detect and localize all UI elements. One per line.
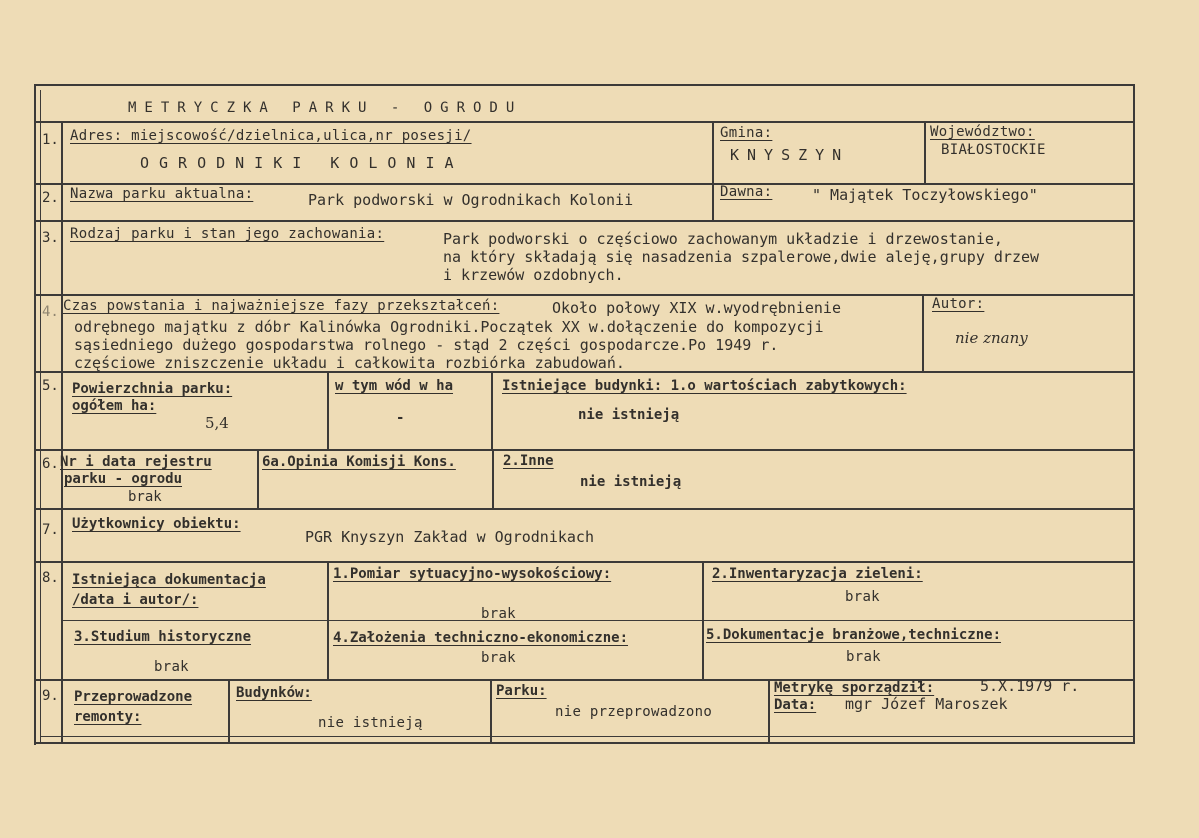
row-line-6	[34, 508, 1134, 510]
register-label-1: Nr i data rejestru	[60, 454, 212, 470]
vline-r6-b	[492, 450, 494, 509]
water-label: w tym wód w ha	[335, 378, 454, 394]
history-study-value: brak	[154, 659, 189, 675]
history-line-4: częściowe zniszczenie układu i całkowita rozbiórka zabudowań.	[74, 354, 625, 372]
other-label: 2.Inne	[503, 453, 554, 469]
gmina-label: Gmina:	[720, 125, 773, 141]
dawna-value: " Majątek Toczyłowskiego"	[812, 186, 1038, 204]
prepared-author: mgr Józef Maroszek	[845, 695, 1008, 713]
autor-value: nie znany	[955, 329, 1028, 347]
park-type-line-1: Park podworski o częściowo zachowanym układzie i drzewostanie,	[443, 230, 1003, 248]
opinion-label: 6a.Opinia Komisji Kons.	[262, 454, 456, 470]
gmina-value: KNYSZYN	[730, 146, 850, 164]
buildings-label: Istniejące budynki: 1.o wartościach zabytkowych:	[502, 378, 907, 394]
area-value: 5,4	[205, 414, 229, 432]
row-line-1	[34, 183, 1134, 185]
vline-r5-b	[491, 372, 493, 450]
vline-r9-c	[768, 680, 770, 742]
docs-label-1: Istniejąca dokumentacja	[72, 572, 266, 588]
repairs-park-value: nie przeprowadzono	[555, 704, 713, 720]
tech-econ-label: 4.Założenia techniczno-ekonomiczne:	[333, 630, 629, 646]
park-type-line-3: i krzewów ozdobnych.	[443, 266, 624, 284]
row-5-number: 5.	[42, 378, 59, 394]
vline-r6-a	[257, 450, 259, 509]
row-line-title	[34, 121, 1134, 123]
docs-label-2: /data i autor/:	[72, 592, 199, 608]
frame-left-inner	[40, 90, 41, 744]
vline-r1-a	[712, 122, 714, 184]
history-line-1: Około połowy XIX w.wyodrębnienie	[552, 299, 841, 317]
park-type-line-2: na który składają się nasadzenia szpalerowe,dwie aleję,grupy drzew	[443, 248, 1040, 266]
repairs-park-label: Parku:	[496, 683, 547, 699]
vline-r9-a	[228, 680, 230, 742]
park-name-value: Park podworski w Ogrodnikach Kolonii	[308, 191, 634, 209]
dawna-label: Dawna:	[720, 184, 773, 200]
row-3-number: 3.	[42, 230, 59, 246]
form-title: METRYCZKA PARKU - OGRODU	[128, 100, 523, 116]
park-type-label: Rodzaj parku i stan jego zachowania:	[70, 226, 385, 242]
frame-bottom-inner	[40, 736, 1134, 737]
autor-label: Autor:	[932, 296, 985, 312]
area-label-2: ogółem ha:	[72, 398, 157, 414]
other-value: nie istnieją	[580, 474, 682, 490]
survey-label: 1.Pomiar sytuacyjno-wysokościowy:	[333, 566, 612, 582]
row-2-number: 2.	[42, 190, 59, 206]
tech-econ-value: brak	[481, 650, 516, 666]
vline-r5-a	[327, 372, 329, 450]
repairs-label-1: Przeprowadzone	[74, 689, 193, 705]
num-column-line	[61, 122, 63, 742]
area-label-1: Powierzchnia parku:	[72, 381, 233, 397]
vline-r1-b	[924, 122, 926, 184]
vline-r2	[712, 184, 714, 221]
row-9-number: 9.	[42, 688, 59, 704]
repairs-buildings-value: nie istnieją	[318, 715, 423, 731]
date-label: Data:	[774, 697, 817, 713]
prepared-date: 5.X.1979 r.	[980, 677, 1080, 695]
park-name-label: Nazwa parku aktualna:	[70, 186, 254, 202]
row-7-number: 7.	[42, 522, 59, 538]
wojewodztwo-value: BIAŁOSTOCKIE	[941, 142, 1046, 158]
history-line-2: odrębnego majątku z dóbr Kalinówka Ogrodniki.Początek XX w.dołączenie do kompozycji	[74, 318, 824, 336]
row-line-8	[34, 679, 1134, 681]
address-value: OGRODNIKI KOLONIA	[140, 154, 464, 172]
register-value: brak	[128, 489, 162, 505]
row-line-5	[34, 449, 1134, 451]
repairs-label-2: remonty:	[74, 709, 142, 725]
register-label-2: parku - ogrodu	[64, 471, 183, 487]
water-value: -	[396, 410, 405, 426]
branch-docs-label: 5.Dokumentacje branżowe,techniczne:	[706, 627, 1002, 643]
frame-top	[34, 84, 1134, 86]
survey-value: brak	[481, 606, 516, 622]
row-6-number: 6.	[42, 456, 59, 472]
vline-r9-b	[490, 680, 492, 742]
buildings-value: nie istnieją	[578, 407, 680, 423]
frame-bottom	[34, 742, 1134, 744]
wojewodztwo-label: Województwo:	[930, 124, 1035, 140]
history-line-3: sąsiedniego dużego gospodarstwa rolnego - stąd 2 części gospodarcze.Po 1949 r.	[74, 336, 779, 354]
prepared-by-label: Metrykę sporządził:	[774, 680, 935, 696]
row-line-8-mid	[62, 620, 1134, 621]
row-line-2	[34, 220, 1134, 222]
users-label: Użytkownicy obiektu:	[72, 516, 241, 532]
vline-r8-a	[327, 562, 329, 680]
vline-r4	[922, 295, 924, 372]
row-1-number: 1.	[42, 132, 59, 148]
inventory-label: 2.Inwentaryzacja zieleni:	[712, 566, 923, 582]
branch-docs-value: brak	[846, 649, 881, 665]
repairs-buildings-label: Budynków:	[236, 685, 312, 701]
history-label: Czas powstania i najważniejsze fazy przekształceń:	[63, 298, 500, 314]
row-line-7	[34, 561, 1134, 563]
row-8-number: 8.	[42, 570, 59, 586]
row-4-number: 4.	[42, 304, 59, 320]
users-value: PGR Knyszyn Zakład w Ogrodnikach	[305, 528, 594, 546]
address-label: Adres: miejscowość/dzielnica,ulica,nr posesji/	[70, 128, 472, 144]
history-study-label: 3.Studium historyczne	[74, 629, 252, 645]
vline-r8-b	[702, 562, 704, 680]
inventory-value: brak	[845, 589, 880, 605]
